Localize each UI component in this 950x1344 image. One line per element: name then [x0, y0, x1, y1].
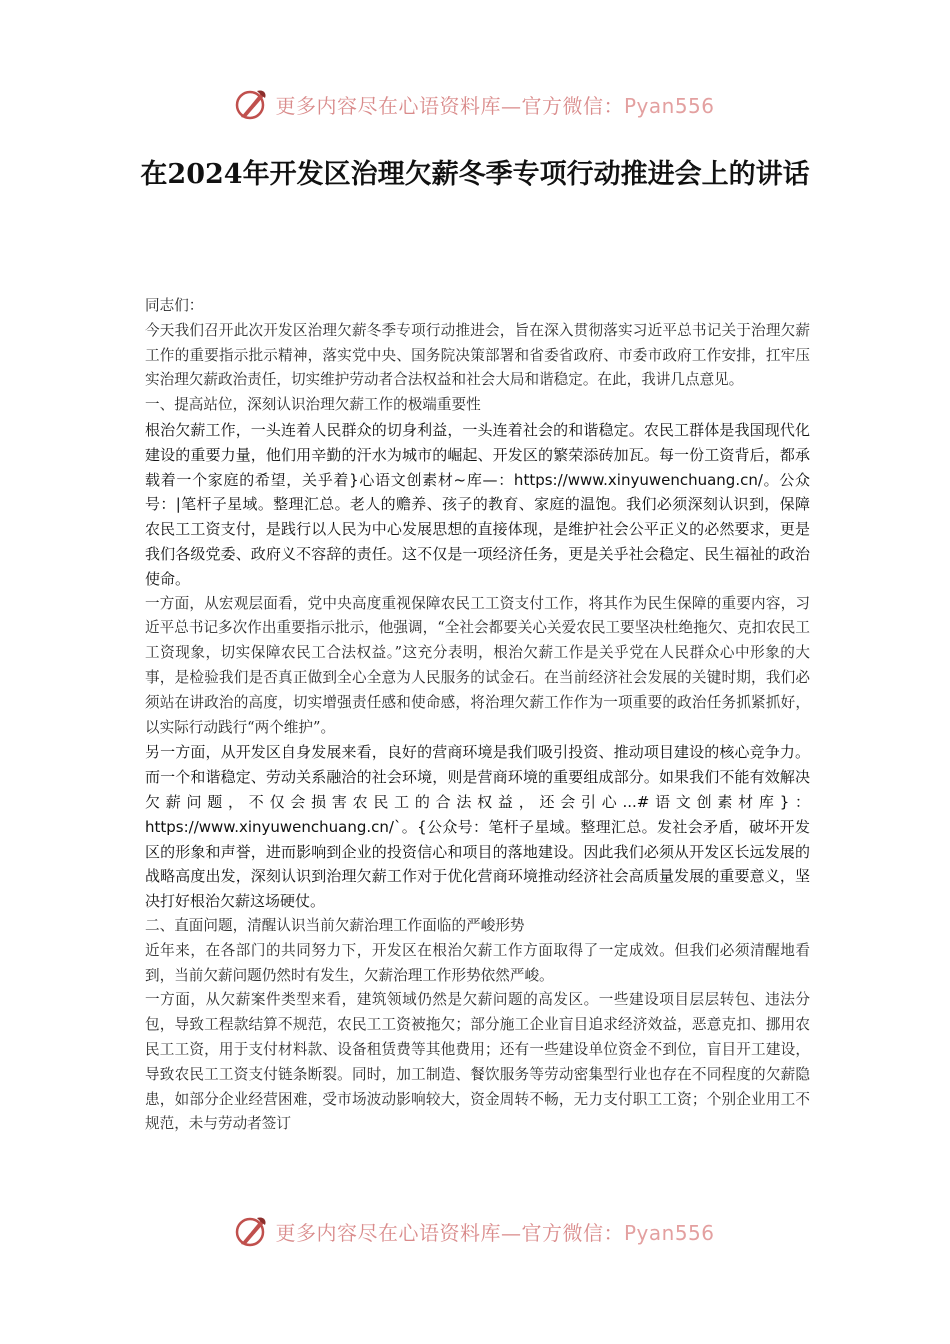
watermark-banner-top — [0, 82, 950, 126]
document-title: 在2024年开发区治理欠薪冬季专项行动推进会上的讲话 — [140, 159, 810, 190]
quill-logo-icon — [235, 1214, 269, 1248]
paragraph: 另一方面，从开发区自身发展来看，良好的营商环境是我们吸引投资、推动项目建设的核心竞争力。而一个和谐稳定、劳动关系融洽的社会环境，则是营商环境的重要组成部分。如果我们不能有效解决欠薪问题，不仅会损害农民工的合法权益，还会引心...#语文创素材库}：https://www.xinyuwenchuang.cn/`。{公众号：笔杆子星域。整理汇总。发社会矛盾，破坏开发区的形象和声誉，进而影响到企业的投资信心和项目的落地建设。因此我们必须从开发区长远发展的战略高度出发，深刻认识到治理欠薪工作对于优化营商环境推动经济社会高质量发展的重要意义，坚决打好根治欠薪这场硬仗。 — [145, 743, 810, 911]
watermark-banner-bottom — [0, 1209, 950, 1253]
paragraph: 一方面，从欠薪案件类型来看，建筑领域仍然是欠薪问题的高发区。一些建设项目层层转包、违法分包，导致工程款结算不规范，农民工工资被拖欠；部分施工企业盲目追求经济效益，恶意克扣、挪用农民工工资，用于支付材料款、设备租赁费等其他费用；还有一些建设单位资金不到位，盲目开工建设，导致农民工工资支付链条断裂。同时，加工制造、餐饮服务等劳动密集型行业也存在不同程度的欠薪隐患，如部分企业经营困难，受市场波动影响较大，资金周转不畅，无力支付职工工资；个别企业用工不规范，未与劳动者签订 — [145, 991, 810, 1133]
paragraph: 同志们： — [145, 297, 204, 314]
document-body — [145, 294, 810, 1137]
quill-logo-icon — [235, 87, 269, 121]
wechat-id: Pyan556 — [623, 93, 715, 118]
paragraph: 一方面，从宏观层面看，党中央高度重视保障农民工工资支付工作，将其作为民生保障的重要内容，习近平总书记多次作出重要指示批示，他强调，“全社会都要关心关爱农民工要坚决杜绝拖欠、克扣农民工工资现象，切实保障农民工合法权益。”这充分表明，根治欠薪工作是关乎党在人民群众心中形象的大事，是检验我们是否真正做到全心全意为人民服务的试金石。在当前经济社会发展的关键时期，我们必须站在讲政治的高度，切实增强责任感和使命感，将治理欠薪工作作为一项重要的政治任务抓紧抓好，以实际行动践行“两个维护”。 — [145, 594, 810, 736]
watermark-text: 更多内容尽在心语资料库—官方微信：Pyan556 — [275, 1220, 715, 1245]
wechat-id: Pyan556 — [623, 1220, 715, 1245]
paragraph: 今天我们召开此次开发区治理欠薪冬季专项行动推进会，旨在深入贯彻落实习近平总书记关于治理欠薪工作的重要指示批示精神，落实党中央、国务院决策部署和省委省政府、市委市政府工作安排，扛牢压实治理欠薪政治责任，切实维护劳动者合法权益和社会大局和谐稳定。在此，我讲几点意见。 — [145, 321, 810, 389]
section-heading: 二、直面问题，清醒认识当前欠薪治理工作面临的严峻形势 — [145, 916, 525, 934]
watermark-text: 更多内容尽在心语资料库—官方微信：Pyan556 — [275, 93, 715, 118]
section-heading: 一、提高站位，深刻认识治理欠薪工作的极端重要性 — [145, 396, 481, 414]
paragraph: 根治欠薪工作，一头连着人民群众的切身利益，一头连着社会的和谐稳定。农民工群体是我国现代化建设的重要力量，他们用辛勤的汗水为城市的崛起、开发区的繁荣添砖加瓦。每一份工资背后，都承载着一个家庭的希望，关乎着}心语文创素材~库—：https://www.xinyuwenchuang.cn/。公众号：|笔杆子星域。整理汇总。老人的赡养、孩子的教育、家庭的温饱。我们必须深刻认识到，保障农民工工资支付，是践行以人民为中心发展思想的直接体现，是维护社会公平正义的必然要求，更是我们各级党委、政府义不容辞的责任。这不仅是一项经济任务，更是关乎社会稳定、民生福祉的政治使命。 — [145, 420, 810, 588]
paragraph: 近年来，在各部门的共同努力下，开发区在根治欠薪工作方面取得了一定成效。但我们必须清醒地看到，当前欠薪问题仍然时有发生，欠薪治理工作形势依然严峻。 — [145, 941, 810, 984]
